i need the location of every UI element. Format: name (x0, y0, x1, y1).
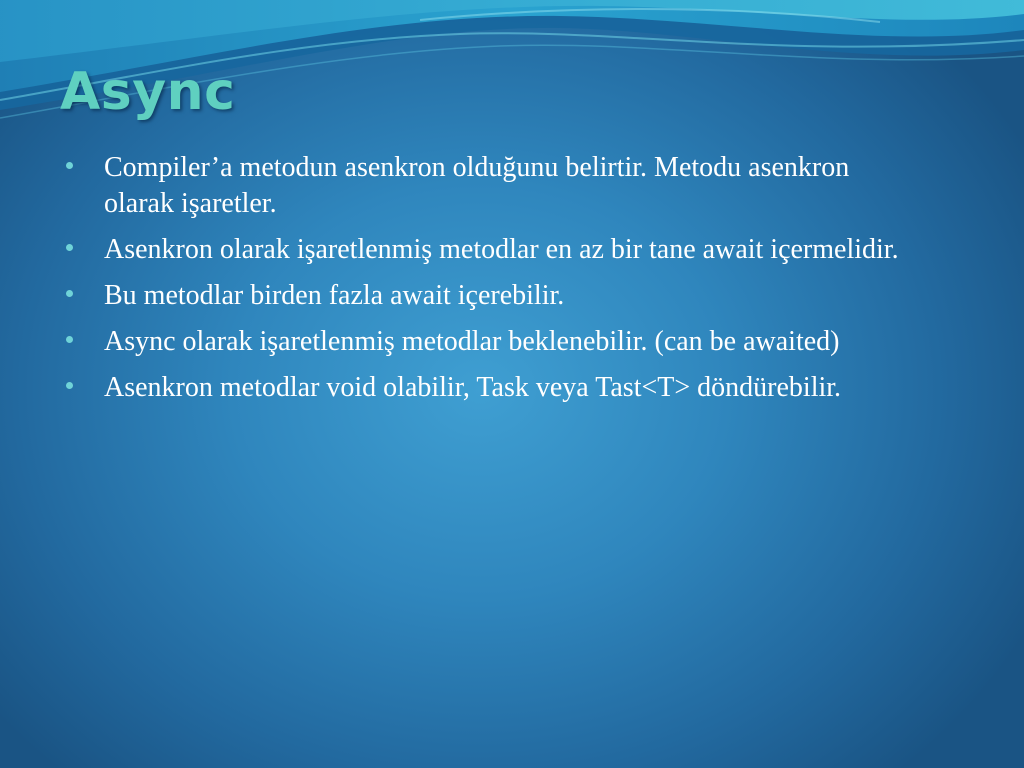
bullet-item (64, 278, 924, 314)
bullet-dot-icon (66, 336, 73, 343)
slide-title: Async (60, 62, 236, 122)
bullet-dot-icon (66, 290, 73, 297)
bullet-text: Bu metodlar birden fazla await içerebilir. (104, 280, 565, 311)
bullet-item (64, 150, 924, 222)
bullet-list (64, 150, 924, 416)
bullet-dot-icon (66, 162, 73, 169)
bullet-text: Asenkron metodlar void olabilir, Task veya Tast<T> döndürebilir. (104, 372, 842, 403)
bullet-dot-icon (66, 382, 73, 389)
bullet-text: Compiler’a metodun asenkron olduğunu belirtir. Metodu asenkron olarak işaretler. (104, 152, 850, 219)
bullet-item (64, 324, 924, 360)
bullet-item (64, 232, 924, 268)
bullet-dot-icon (66, 244, 73, 251)
bullet-text: Async olarak işaretlenmiş metodlar beklenebilir. (can be awaited) (104, 326, 840, 357)
bullet-item (64, 370, 924, 406)
bullet-text: Asenkron olarak işaretlenmiş metodlar en az bir tane await içermelidir. (104, 234, 899, 265)
